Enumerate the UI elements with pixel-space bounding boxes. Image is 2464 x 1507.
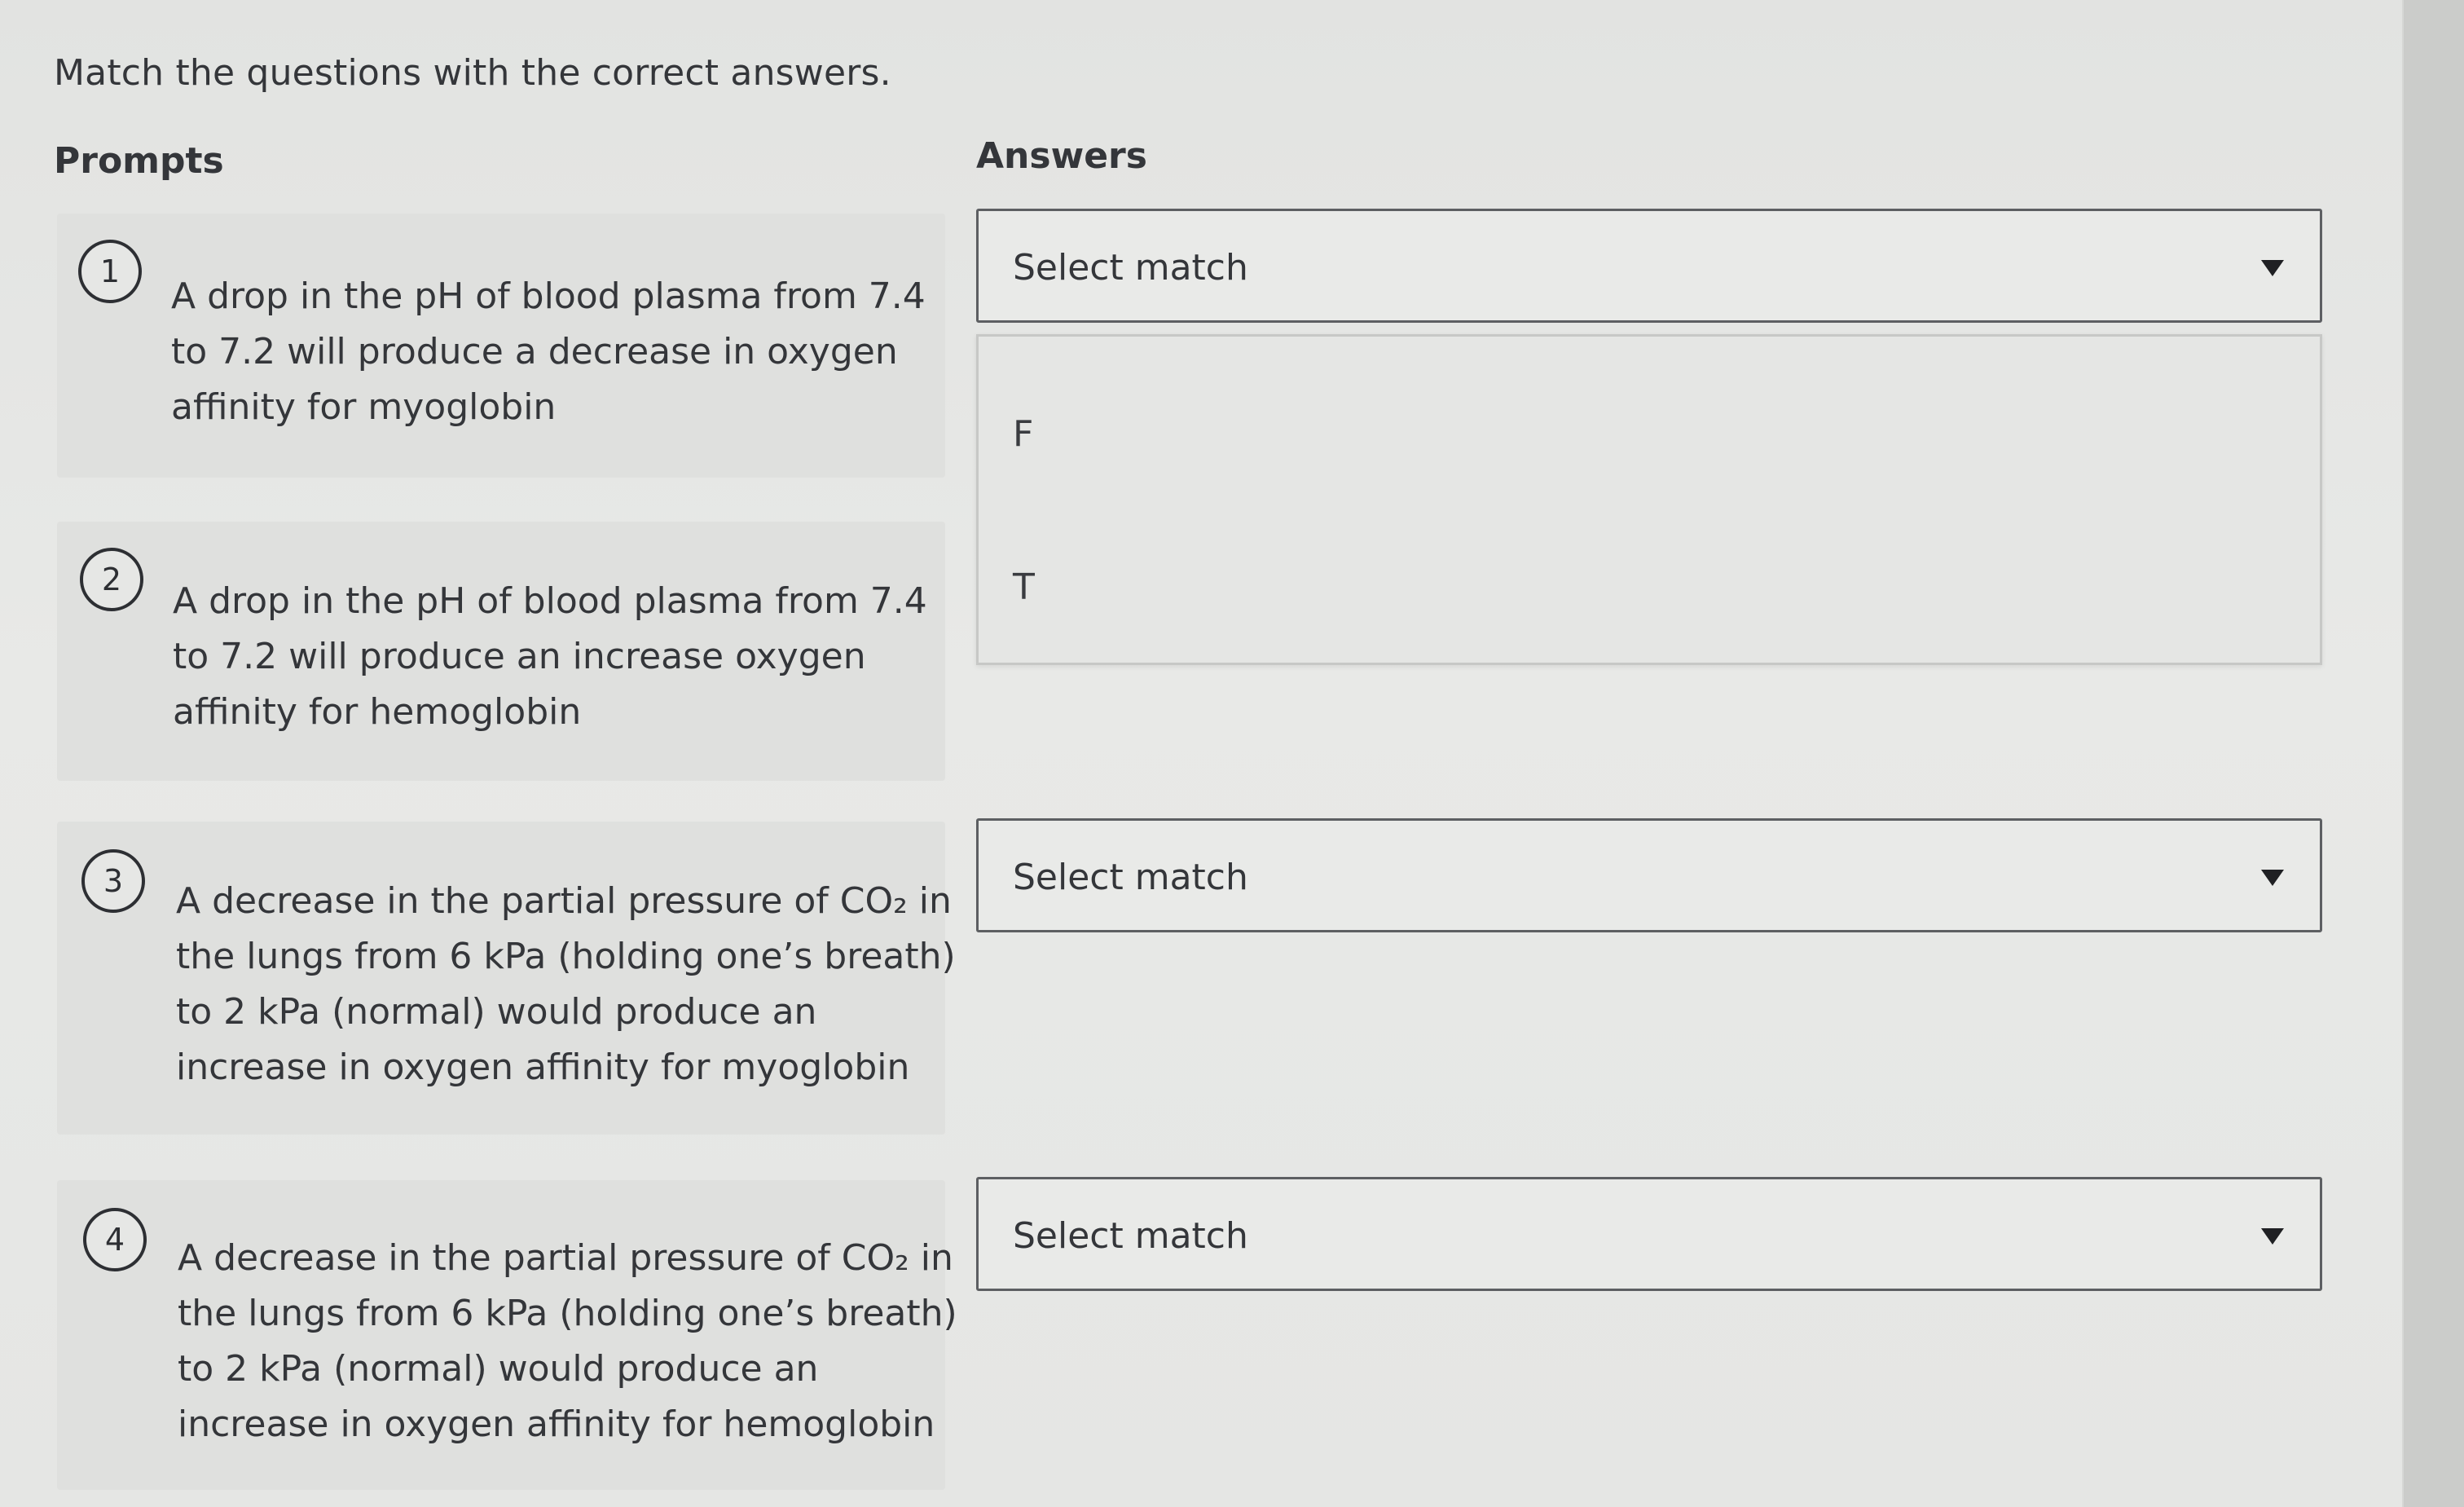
prompt-text: A decrease in the partial pressure of CO₂ in the lungs from 6 kPa (holding one’s breath) to 2 kPa (normal) would produce an increase in oxygen affinity for hemoglobin (178, 1237, 957, 1445)
prompt-card-2 (57, 522, 945, 781)
answer-dropdown-list (976, 334, 2322, 665)
answer-select-1[interactable] (976, 209, 2322, 323)
prompt-text: A drop in the pH of blood plasma from 7.4 to 7.2 will produce a decrease in oxygen affinity for myoglobin (171, 275, 926, 428)
prompt-number-badge: 2 (80, 548, 143, 611)
caret-down-icon (2261, 260, 2284, 276)
prompt-number-badge: 1 (78, 240, 142, 303)
prompt-text: A decrease in the partial pressure of CO₂ in the lungs from 6 kPa (holding one’s breath) to 2 kPa (normal) would produce an increase in oxygen affinity for myoglobin (176, 880, 956, 1088)
prompt-text: A drop in the pH of blood plasma from 7.4 to 7.2 will produce an increase oxygen affinity for hemoglobin (173, 580, 927, 733)
prompt-card-3 (57, 822, 956, 1135)
answer-select-2[interactable] (976, 818, 2322, 932)
prompts-header: Prompts (54, 140, 224, 182)
answers-header: Answers (976, 135, 1147, 177)
window-edge (2402, 0, 2464, 1507)
caret-down-icon (2261, 1228, 2284, 1245)
select-value: Select match (1013, 857, 1248, 898)
option-label: F (1013, 413, 1034, 455)
caret-down-icon (2261, 870, 2284, 886)
instruction-text: Match the questions with the correct answers. (54, 52, 891, 94)
prompt-number-badge: 4 (83, 1208, 147, 1271)
prompt-card-1 (57, 214, 945, 478)
prompt-card-4 (57, 1180, 957, 1490)
answer-select-3[interactable] (976, 1177, 2322, 1291)
select-value: Select match (1013, 247, 1248, 289)
option-label: T (1013, 566, 1035, 608)
dropdown-option-t[interactable] (979, 511, 2320, 658)
dropdown-option-f[interactable] (979, 353, 2320, 500)
prompt-number-badge: 3 (81, 849, 145, 913)
select-value: Select match (1013, 1215, 1248, 1257)
